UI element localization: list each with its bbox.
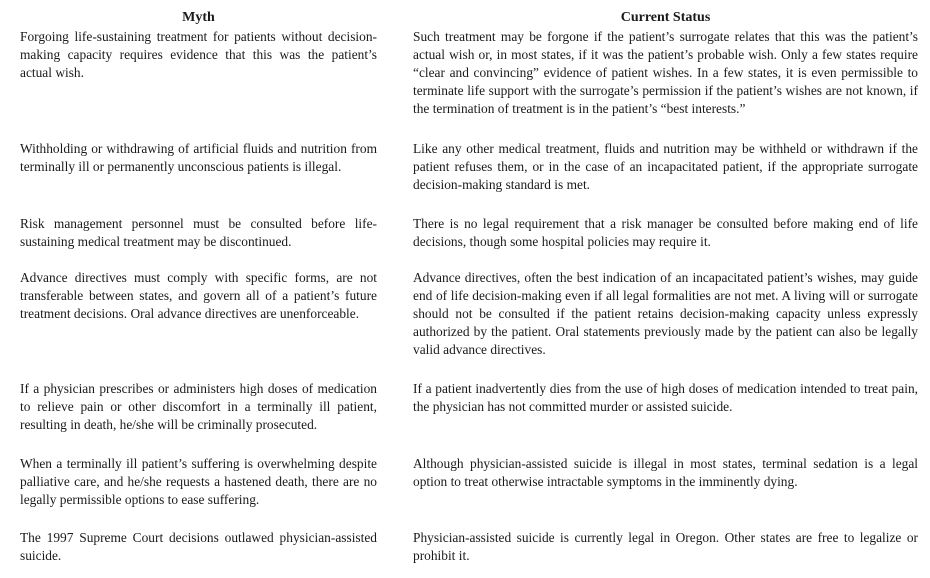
status-cell: There is no legal requirement that a risk manager be consulted before making end of life decisions, though some hospital policies may require it.	[413, 216, 918, 250]
status-cell: Although physician-assisted suicide is illegal in most states, terminal sedation is a legal option to treat otherwise intractable symptoms in the imminently dying.	[413, 456, 918, 490]
myth-cell: Advance directives must comply with specific forms, are not transferable between states, and govern all of a patient’s future treatment decisions. Oral advance directives are unenforceable.	[20, 270, 377, 322]
myth-cell: When a terminally ill patient’s suffering is overwhelming despite palliative care, and he/she requests a hastened death, there are no legally permissible options to ease suffering.	[20, 456, 377, 508]
status-cell: Like any other medical treatment, fluids and nutrition may be withheld or withdrawn if the patient refuses them, or in the case of an incapacitated patient, if the appropriate surrogate decision-making standard is met.	[413, 141, 918, 193]
status-cell: Advance directives, often the best indication of an incapacitated patient’s wishes, may guide end of life decision-making even if all legal formalities are not met. A living will or surrogate should not be consulted if the patient retains decision-making capacity unless expressly authorized by the patient. Oral statements previously made by the patient can also be legally valid advance directives.	[413, 270, 918, 358]
status-cell: Such treatment may be forgone if the patient’s surrogate relates that this was the patient’s actual wish or, in most states, if it was the patient’s probable wish. Only a few states require “clear and convincing” evidence of patient wishes. In a few states, it is even permissible to terminate life support with the surrogate’s permission if the patient’s wishes are not known, if the termination of treatment is in the patient’s “best interests.”	[413, 29, 918, 117]
myth-cell: The 1997 Supreme Court decisions outlawed physician-assisted suicide.	[20, 530, 377, 564]
myth-column-header: Myth	[182, 10, 215, 25]
myth-cell: Risk management personnel must be consulted before life-sustaining medical treatment may be discontinued.	[20, 216, 377, 250]
myth-cell: If a physician prescribes or administers high doses of medication to relieve pain or other discomfort in a terminally ill patient, resulting in death, he/she will be criminally prosecuted.	[20, 381, 377, 433]
status-cell: Physician-assisted suicide is currently legal in Oregon. Other states are free to legalize or prohibit it.	[413, 530, 918, 564]
current-status-column-header: Current Status	[620, 10, 711, 25]
status-cell: If a patient inadvertently dies from the use of high doses of medication intended to treat pain, the physician has not committed murder or assisted suicide.	[413, 381, 918, 415]
myth-cell: Withholding or withdrawing of artificial fluids and nutrition from terminally ill or permanently unconscious patients is illegal.	[20, 141, 377, 175]
myth-cell: Forgoing life-sustaining treatment for patients without decision-making capacity requires evidence that this was the patient’s actual wish.	[20, 29, 377, 81]
